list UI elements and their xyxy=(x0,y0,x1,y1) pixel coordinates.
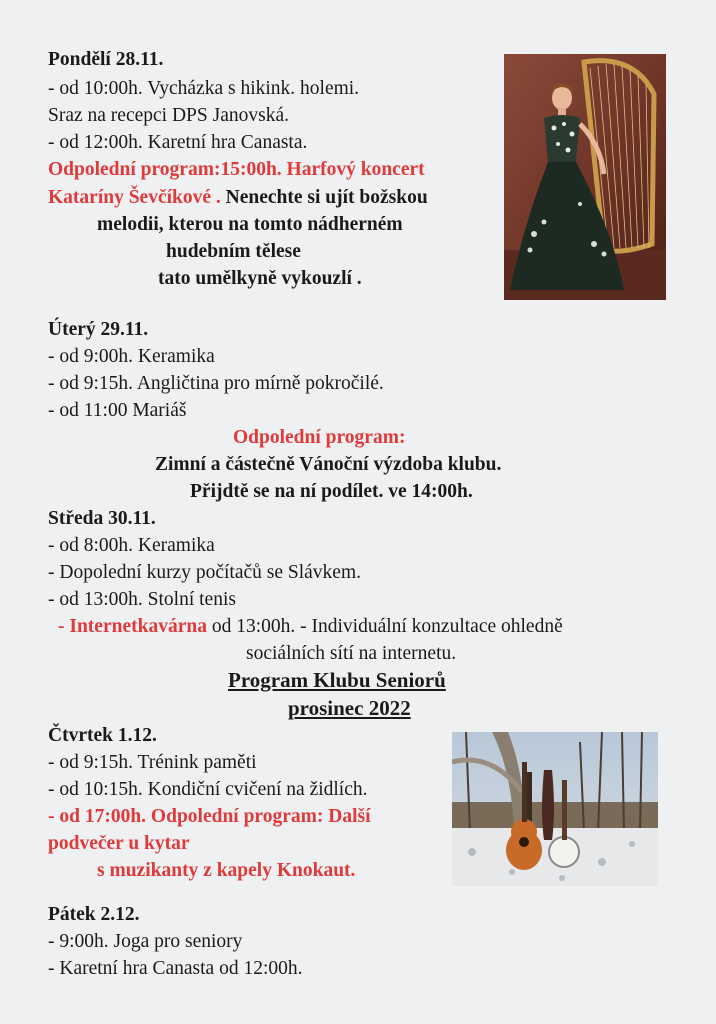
club-program-month: prosinec 2022 xyxy=(288,696,411,720)
thursday-heading: Čtvrtek 1.12. xyxy=(48,725,157,746)
tuesday-afternoon-line-2: Přijdtě se na ní podílet. ve 14:00h. xyxy=(190,481,473,502)
monday-afternoon-line-3: melodii, kterou na tomto nádherném xyxy=(97,214,403,235)
monday-afternoon-line-2 xyxy=(48,186,428,210)
thursday-afternoon-line-1: - od 17:00h. Odpolední program: Další xyxy=(48,806,371,827)
guitars-photo xyxy=(452,732,658,886)
wednesday-item-3: - od 13:00h. Stolní tenis xyxy=(48,589,236,610)
friday-item-1: - 9:00h. Joga pro seniory xyxy=(48,931,243,952)
wednesday-internet-line-2: sociálních sítí na internetu. xyxy=(246,643,457,664)
monday-afternoon-line-5: tato umělkyně vykouzlí . xyxy=(158,268,362,289)
tuesday-item-3: - od 11:00 Mariáš xyxy=(48,400,187,421)
tuesday-heading: Úterý 29.11. xyxy=(48,319,149,340)
tuesday-afternoon-label: Odpolední program: xyxy=(233,427,406,448)
monday-performer-name: Kataríny Ševčíkové . xyxy=(48,187,221,208)
club-program-title: Program Klubu Seniorů xyxy=(228,668,446,692)
thursday-afternoon-line-2: podvečer u kytar xyxy=(48,833,190,854)
harpist-photo xyxy=(504,54,666,300)
wednesday-item-1: - od 8:00h. Keramika xyxy=(48,535,215,556)
monday-item-2: Sraz na recepci DPS Janovská. xyxy=(48,105,289,126)
monday-item-1: - od 10:00h. Vycházka s hikink. holemi. xyxy=(48,78,360,99)
wednesday-internet-line xyxy=(58,615,563,639)
wednesday-heading: Středa 30.11. xyxy=(48,508,156,529)
internet-cafe-label: - Internetkavárna xyxy=(58,616,207,637)
thursday-item-2: - od 10:15h. Kondiční cvičení na židlích. xyxy=(48,779,368,800)
monday-afternoon-line-4: hudebním tělese xyxy=(166,241,301,262)
tuesday-item-1: - od 9:00h. Keramika xyxy=(48,346,215,367)
tuesday-item-2: - od 9:15h. Angličtina pro mírně pokročilé. xyxy=(48,373,384,394)
tuesday-afternoon-line-1: Zimní a částečně Vánoční výzdoba klubu. xyxy=(155,454,502,475)
internet-cafe-description: od 13:00h. - Individuální konzultace ohledně xyxy=(206,616,563,637)
friday-item-2: - Karetní hra Canasta od 12:00h. xyxy=(48,958,303,979)
thursday-item-1: - od 9:15h. Trénink paměti xyxy=(48,752,257,773)
monday-afternoon-rest: Nenechte si ujít božskou xyxy=(220,187,428,208)
monday-heading: Pondělí 28.11. xyxy=(48,49,164,70)
friday-heading: Pátek 2.12. xyxy=(48,904,140,925)
monday-item-3: - od 12:00h. Karetní hra Canasta. xyxy=(48,132,308,153)
thursday-afternoon-line-3: s muzikanty z kapely Knokaut. xyxy=(97,860,356,881)
wednesday-item-2: - Dopolední kurzy počítačů se Slávkem. xyxy=(48,562,361,583)
monday-afternoon-red-1: Odpolední program:15:00h. Harfový koncert xyxy=(48,159,425,180)
